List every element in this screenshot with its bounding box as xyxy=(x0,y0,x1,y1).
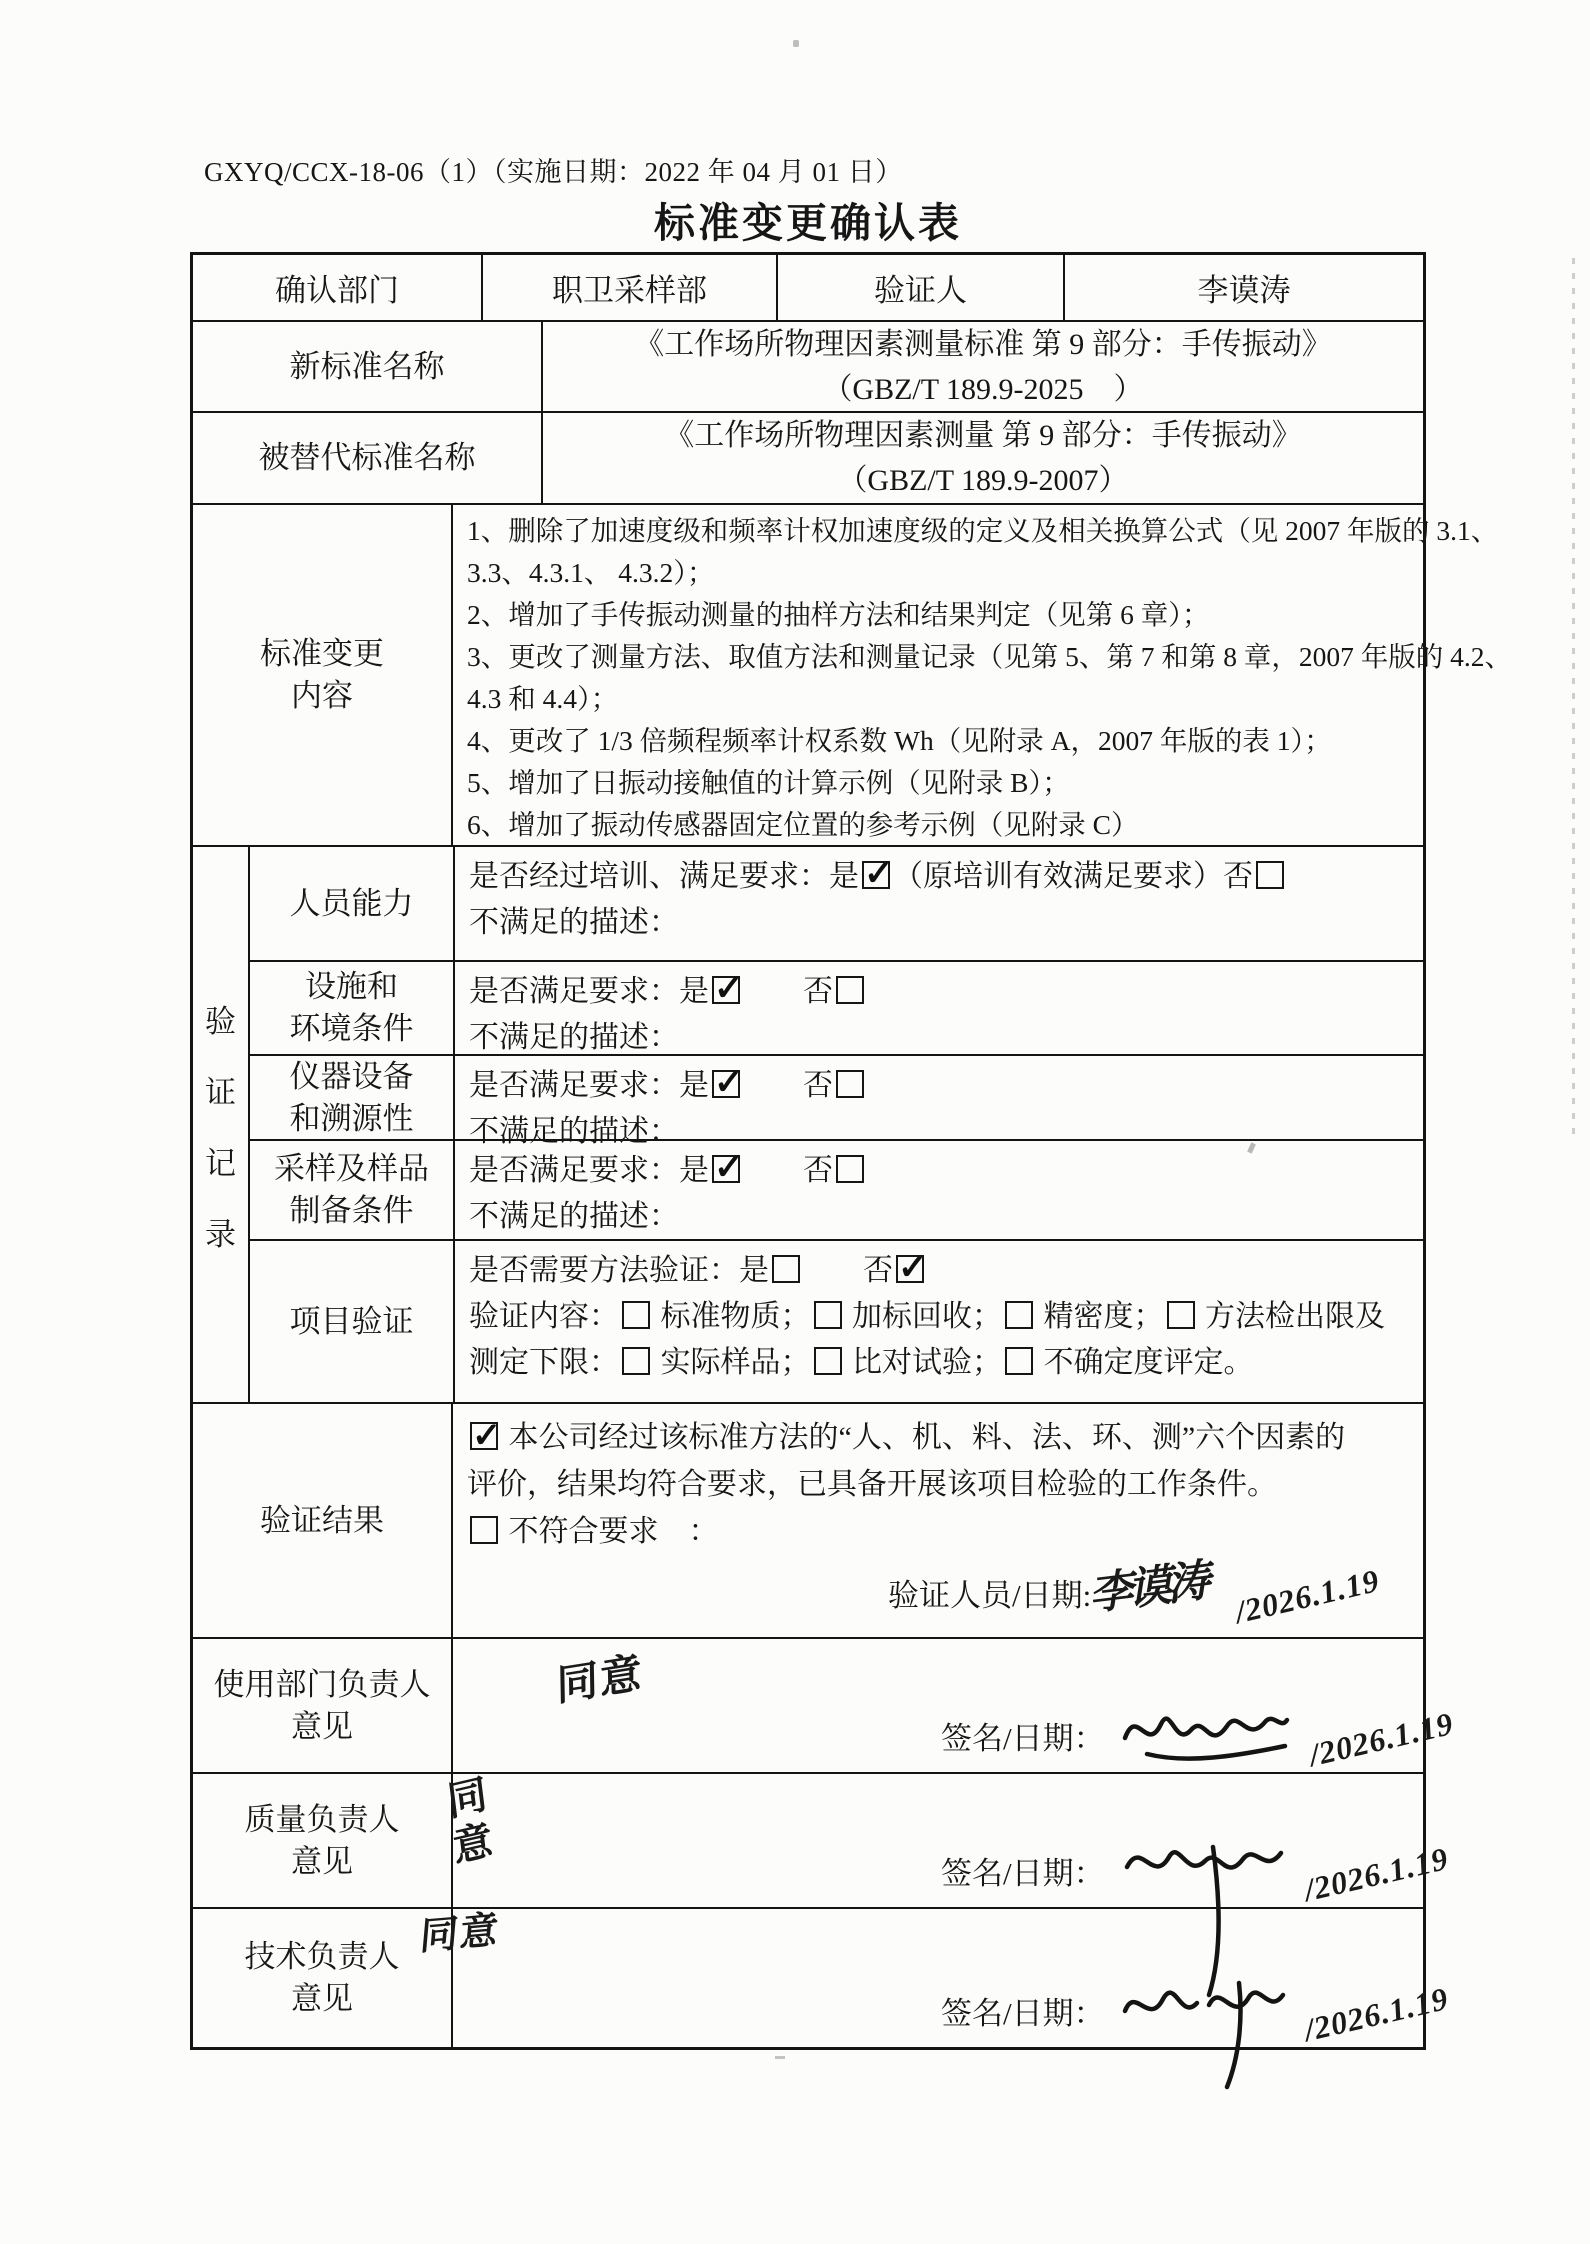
sign-date-line xyxy=(941,1831,1452,1909)
checkbox-unchecked xyxy=(836,976,864,1004)
handwritten-signature-scribble xyxy=(1117,1971,1287,2037)
text-segment: 6、增加了振动传感器固定位置的参考示例（见附录 C） xyxy=(467,809,1139,840)
verification-row-personnel xyxy=(250,847,1423,960)
checkbox-unchecked xyxy=(814,1347,842,1375)
sampling-preparation-content xyxy=(455,1141,1423,1239)
replaced-standard-label: 被替代标准名称 xyxy=(193,413,543,503)
vertical-label-char: 证 xyxy=(205,1074,236,1110)
replaced-standard-value xyxy=(543,413,1423,503)
document-code: GXYQ/CCX-18-06（1）（实施日期：2022 年 04 月 01 日） xyxy=(204,157,903,187)
text-segment: 不满足的描述： xyxy=(469,906,679,939)
text-segment: （原培训有效满足要求）否 xyxy=(893,860,1253,893)
text-line xyxy=(467,720,1512,762)
text-segment: 5、增加了日振动接触值的计算示例（见附录 B）； xyxy=(467,767,1070,798)
technical-manager-opinion-label xyxy=(193,1909,453,2047)
text-segment: 是否满足要求：是 xyxy=(469,1069,709,1102)
quality-manager-opinion-row xyxy=(193,1770,1452,1909)
text-segment: 精密度； xyxy=(1036,1300,1164,1333)
verifier-value: 李谟涛 xyxy=(1197,273,1291,308)
text-segment: 3、更改了测量方法、取值方法和测量记录（见第 5、第 7 和第 8 章，2007 年版的 4.2、 xyxy=(467,641,1512,672)
text-line xyxy=(290,1008,414,1050)
text-segment: 意见 xyxy=(291,1843,353,1879)
vertical-label-char: 验 xyxy=(205,1003,236,1039)
replaced-standard-row xyxy=(193,411,1423,503)
text-line xyxy=(469,1340,1415,1386)
text-segment: 不符合要求 ： xyxy=(501,1515,719,1548)
equipment-traceability-content xyxy=(455,1056,1423,1148)
verification-records-vertical-label xyxy=(193,847,250,1402)
scan-artifact xyxy=(793,40,799,47)
change-content-row xyxy=(193,503,1512,845)
checkbox-checked xyxy=(862,861,890,889)
text-segment: 内容 xyxy=(291,678,353,713)
text-segment: 项目验证 xyxy=(289,1303,414,1339)
text-segment: 不满足的描述： xyxy=(469,1021,679,1054)
quality-manager-opinion-label xyxy=(193,1774,453,1907)
text-segment: 方法检出限及 xyxy=(1197,1300,1385,1333)
standard-change-confirmation-table xyxy=(190,252,1512,2050)
sign-date-label: 签名/日期： xyxy=(941,1856,1105,1891)
verification-row-sampling xyxy=(250,1139,1423,1239)
text-segment: 3.3、4.3.1、 4.3.2）； xyxy=(467,557,715,588)
verification-result-content xyxy=(453,1404,1423,1637)
checkbox-checked xyxy=(712,1155,740,1183)
text-line xyxy=(469,1294,1415,1340)
text-line xyxy=(291,675,353,717)
text-line xyxy=(467,594,1512,636)
text-segment: 意见 xyxy=(291,1981,353,2016)
text-line xyxy=(467,1461,1413,1508)
text-segment: 标准物质； xyxy=(653,1300,811,1333)
checkbox-unchecked xyxy=(1256,861,1284,889)
using-dept-opinion-label xyxy=(193,1639,453,1772)
using-dept-opinion-content xyxy=(453,1639,1457,1774)
text-segment: 质量负责人 xyxy=(244,1801,400,1837)
checkbox-unchecked xyxy=(836,1070,864,1098)
verification-row-equipment xyxy=(250,1054,1423,1148)
text-line xyxy=(290,1098,414,1140)
handwritten-date: /2026.1.19 xyxy=(1300,1979,1452,2049)
text-line xyxy=(214,1664,431,1706)
quality-manager-opinion-content xyxy=(445,1770,1452,1909)
verifier-sign-line xyxy=(888,1551,1384,1631)
personnel-capability-content xyxy=(455,847,1423,960)
text-line xyxy=(290,1190,414,1232)
technical-manager-opinion-content xyxy=(418,1909,1452,2049)
confirm-dept-value: 职卫采样部 xyxy=(483,255,778,320)
text-segment: 否 xyxy=(803,1254,893,1287)
text-segment: 仪器设备 xyxy=(289,1058,414,1094)
text-line xyxy=(469,969,1415,1015)
text-line xyxy=(467,552,1512,594)
change-content-label xyxy=(193,505,453,845)
text-segment: 验证内容： xyxy=(469,1300,619,1333)
checkbox-unchecked xyxy=(1005,1347,1033,1375)
checkbox-unchecked xyxy=(1005,1301,1033,1329)
text-segment: 人员能力 xyxy=(289,885,414,921)
checkbox-unchecked xyxy=(622,1301,650,1329)
verifier-sign-label: 验证人员/日期: xyxy=(888,1578,1092,1613)
facility-environment-label xyxy=(250,962,455,1054)
text-segment: 4.3 和 4.4）； xyxy=(467,683,619,714)
sign-date-line xyxy=(941,1971,1452,2049)
text-segment: 2、增加了手传振动测量的抽样方法和结果判定（见第 6 章）； xyxy=(467,599,1210,630)
handwritten-date: /2026.1.19 xyxy=(1305,1704,1457,1774)
replaced-standard-title: 《工作场所物理因素测量 第 9 部分：手传振动》 xyxy=(664,419,1302,452)
sign-date-line xyxy=(941,1696,1457,1774)
replaced-standard-code: （GBZ/T 189.9-2007） xyxy=(837,464,1129,497)
text-line xyxy=(290,1056,414,1098)
text-segment: 比对试验； xyxy=(844,1346,1002,1379)
text-line xyxy=(260,633,384,675)
text-segment: 本公司经过该标准方法的“人、机、料、法、环、测”六个因素的 xyxy=(501,1421,1346,1454)
text-segment: 不满足的描述： xyxy=(469,1115,679,1148)
scan-artifact xyxy=(1572,258,1575,1138)
text-line xyxy=(467,1414,1413,1461)
checkbox-unchecked xyxy=(836,1155,864,1183)
text-segment: 标准变更 xyxy=(260,636,384,671)
header-row xyxy=(193,255,1423,320)
handwritten-date: /2026.1.19 xyxy=(1300,1839,1452,1909)
text-segment: 是否需要方法验证：是 xyxy=(469,1254,769,1287)
handwritten-approval: 同意 xyxy=(418,1909,502,1959)
text-line xyxy=(305,966,398,1008)
handwritten-signature-scribble xyxy=(1117,1696,1292,1762)
text-segment: 使用部门负责人 xyxy=(213,1666,431,1702)
scan-artifact xyxy=(775,2056,785,2059)
text-segment: 意见 xyxy=(291,1708,353,1744)
text-line xyxy=(245,1799,400,1841)
technical-manager-opinion-row xyxy=(193,1907,1452,2049)
text-segment: 否 xyxy=(743,1069,833,1102)
page-title: 标准变更确认表 xyxy=(654,200,962,246)
handwritten-signature-scribble xyxy=(1117,1831,1287,1897)
text-line xyxy=(467,1508,1413,1555)
text-segment: 是否满足要求：是 xyxy=(469,1154,709,1187)
text-line xyxy=(291,1706,353,1748)
checkbox-checked xyxy=(712,1070,740,1098)
personnel-capability-label xyxy=(250,847,455,960)
sign-date-label: 签名/日期： xyxy=(941,1721,1105,1756)
sign-date-label: 签名/日期： xyxy=(941,1996,1105,2031)
project-verification-content xyxy=(455,1241,1423,1402)
verification-row-facility xyxy=(250,960,1423,1054)
text-segment: 否 xyxy=(743,975,833,1008)
checkbox-unchecked xyxy=(470,1516,498,1544)
text-line xyxy=(274,1148,429,1190)
new-standard-code: （GBZ/T 189.9-2025 ） xyxy=(822,372,1144,406)
verification-result-lines xyxy=(467,1414,1413,1555)
text-segment: 不满足的描述： xyxy=(469,1200,679,1233)
text-segment: 是否经过培训、满足要求：是 xyxy=(469,860,859,893)
text-line xyxy=(467,636,1512,678)
text-line xyxy=(467,678,1512,720)
text-line xyxy=(469,900,1415,946)
vertical-label-char: 记 xyxy=(205,1145,236,1181)
equipment-traceability-label xyxy=(250,1056,455,1139)
handwritten-signature: 李谟涛 xyxy=(1088,1555,1214,1620)
facility-environment-content xyxy=(455,962,1423,1054)
checkbox-checked xyxy=(712,976,740,1004)
text-line xyxy=(469,1148,1415,1194)
text-line xyxy=(290,1301,414,1343)
verification-rows xyxy=(250,847,1423,1402)
sampling-preparation-label xyxy=(250,1141,455,1239)
text-segment: 加标回收； xyxy=(844,1300,1002,1333)
text-line xyxy=(245,1936,400,1978)
project-verification-label xyxy=(250,1241,455,1402)
text-segment: 是否满足要求：是 xyxy=(469,975,709,1008)
text-segment: 设施和 xyxy=(305,969,398,1004)
checkbox-unchecked xyxy=(814,1301,842,1329)
change-content-list xyxy=(453,505,1520,845)
text-segment: 实际样品； xyxy=(653,1346,811,1379)
text-segment: 制备条件 xyxy=(289,1193,414,1228)
confirm-dept-label: 确认部门 xyxy=(193,255,483,320)
text-segment: 4、更改了 1/3 倍频程频率计权系数 Wh（见附录 A，2007 年版的表 1）； xyxy=(467,725,1332,756)
verifier-label: 验证人 xyxy=(778,255,1065,320)
handwritten-approval: 同意 xyxy=(556,1650,644,1711)
text-line xyxy=(469,1248,1415,1294)
text-line xyxy=(469,1194,1415,1240)
using-dept-opinion-row xyxy=(193,1637,1457,1774)
verification-records-section xyxy=(193,845,1423,1402)
text-segment: 评价，结果均符合要求，已具备开展该项目检验的工作条件。 xyxy=(467,1468,1277,1501)
new-standard-label: 新标准名称 xyxy=(193,322,543,411)
handwritten-date: /2026.1.19 xyxy=(1231,1561,1384,1631)
text-segment: 测定下限： xyxy=(469,1346,619,1379)
new-standard-value xyxy=(543,322,1423,411)
text-line xyxy=(469,1063,1415,1109)
text-segment: 技术负责人 xyxy=(244,1939,400,1974)
text-segment: 否 xyxy=(743,1154,833,1187)
new-standard-title: 《工作场所物理因素测量标准 第 9 部分：手传振动》 xyxy=(634,327,1332,361)
text-segment: 1、删除了加速度级和频率计权加速度级的定义及相关换算公式（见 2007 年版的 3.1、 xyxy=(467,515,1499,546)
verification-row-project xyxy=(250,1239,1423,1402)
handwritten-approval: 同意 xyxy=(445,1770,498,1871)
text-segment: 环境条件 xyxy=(289,1011,414,1046)
checkbox-checked xyxy=(896,1255,924,1283)
checkbox-unchecked xyxy=(622,1347,650,1375)
text-line xyxy=(291,1978,353,2020)
checkbox-checked xyxy=(470,1422,498,1450)
checkbox-unchecked xyxy=(772,1255,800,1283)
verification-result-label: 验证结果 xyxy=(193,1404,453,1637)
text-line xyxy=(467,804,1512,846)
new-standard-row xyxy=(193,320,1423,411)
checkbox-unchecked xyxy=(1167,1301,1195,1329)
text-segment: 和溯源性 xyxy=(289,1100,414,1136)
text-line xyxy=(291,1841,353,1883)
text-line xyxy=(290,883,414,925)
text-line xyxy=(467,510,1512,552)
text-segment: 不确定度评定。 xyxy=(1036,1346,1254,1379)
text-segment: 采样及样品 xyxy=(274,1151,429,1186)
text-line xyxy=(467,762,1512,804)
text-line xyxy=(469,854,1415,900)
verification-result-row xyxy=(193,1402,1423,1637)
vertical-label-char: 录 xyxy=(205,1216,236,1252)
